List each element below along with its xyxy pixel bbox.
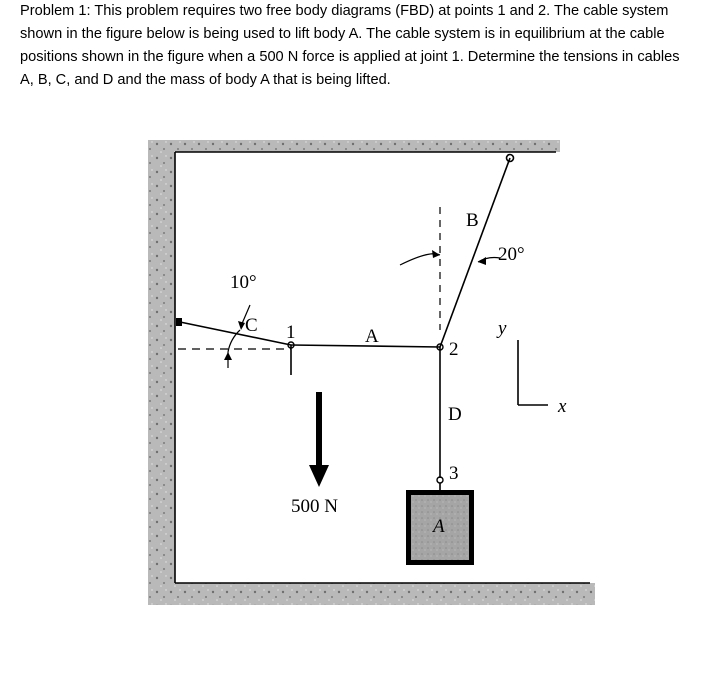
problem-line-2: shown in the figure below is being used to lift body A. The cable system is in equilibrium at the cable (20, 26, 665, 42)
problem-line-3: positions shown in the figure when a 500 N force is applied at joint 1. Determine the tensions in cables (20, 49, 680, 65)
label-d: D (448, 404, 462, 425)
coordinate-axes (518, 340, 548, 405)
force-arrow (309, 392, 329, 487)
label-body-a: A (433, 516, 445, 537)
angle-arrowhead-c-top (238, 321, 245, 330)
label-y-axis: y (498, 318, 507, 339)
label-x-axis: x (558, 396, 567, 417)
label-joint-3: 3 (449, 463, 459, 484)
problem-line-1: Problem 1: This problem requires two free body diagrams (FBD) at points 1 and 2. The cable system (20, 3, 669, 19)
label-joint-1: 1 (286, 322, 296, 343)
cable-c (180, 322, 291, 345)
label-force: 500 N (291, 496, 338, 517)
angle-arrowhead-c-bottom (224, 352, 232, 360)
label-b: B (466, 210, 479, 231)
wall-bracket (176, 318, 182, 326)
label-cable-a: A (365, 326, 379, 347)
label-angle-b: 20° (498, 244, 525, 265)
wall-frame (148, 140, 595, 605)
label-angle-c: 10° (230, 272, 257, 293)
problem-line-4: A, B, C, and D and the mass of body A that is being lifted. (20, 72, 391, 88)
label-c: C (245, 315, 258, 336)
label-joint-2: 2 (449, 339, 459, 360)
